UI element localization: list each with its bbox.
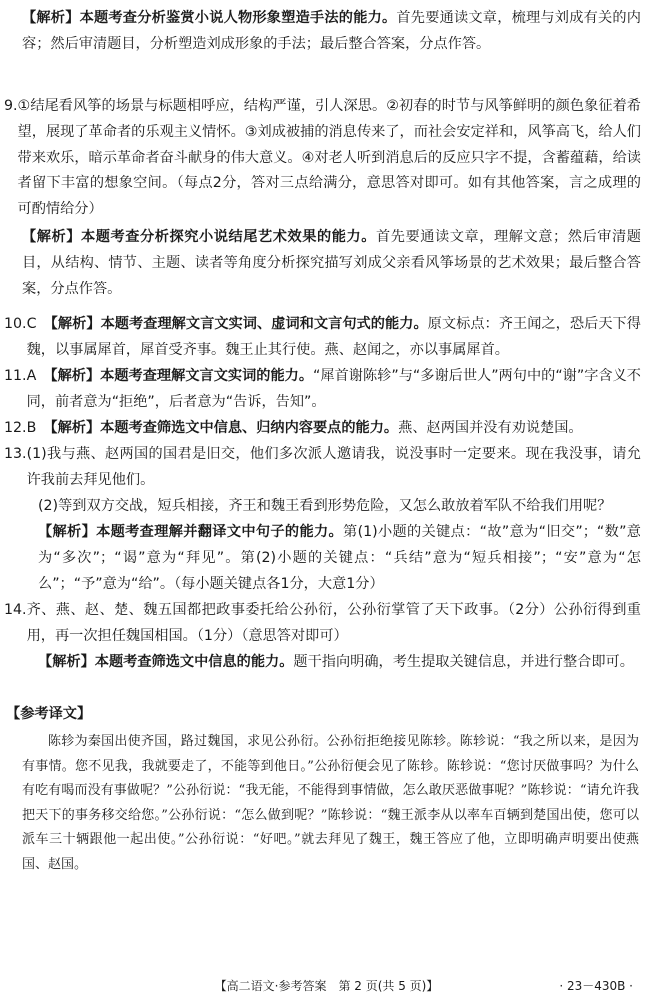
answer-text: C 【解析】本题考查理解文言文实词、虚词和文言句式的能力。原文标点：齐王闻之，恐后天下得魏，以事属犀首，犀首受齐事。魏王止其行使。燕、赵闻之，亦以事属犀首。 xyxy=(26,316,641,358)
q14-answer xyxy=(4,598,641,650)
analysis-text: 首先要通读文章，理解文意；然后审清题目，从结构、情节、主题、读者等角度分析探究描写刘成父亲看风筝场景的艺术效果；最后整合答案，分点作答。 xyxy=(22,229,641,297)
q8-analysis xyxy=(22,6,641,58)
q9-answer xyxy=(4,94,641,223)
translation-heading: 【参考译文】 xyxy=(6,706,92,722)
question-number: 14. xyxy=(4,602,27,618)
q10-answer xyxy=(4,312,641,364)
analysis-lead: 本题考查分析探究小说结尾艺术效果的能力。 xyxy=(81,229,377,245)
footer-code: · 23－430B · xyxy=(559,979,633,993)
question-number: 13. xyxy=(4,446,27,462)
analysis-lead: 本题考查理解并翻译文中句子的能力。 xyxy=(96,524,344,540)
q9-analysis xyxy=(22,225,641,302)
question-number: 9. xyxy=(4,98,18,114)
answer-choice: C xyxy=(26,316,37,332)
q13-answer xyxy=(4,442,641,494)
answer-text: (2)等到双方交战，短兵相接，齐王和魏王看到形势危险，又怎么敢放着军队不给我们用呢？ xyxy=(38,498,612,514)
q14-analysis xyxy=(38,650,641,676)
answer-text: ①结尾看风筝的场景与标题相呼应，结构严谨，引人深思。②初春的时节与风筝鲜明的颜色象征着希望，展现了革命者的乐观主义情怀。③刘成被捕的消息传来了，而社会安定祥和，风筝高飞，给人们带来欢乐，暗示革命者奋斗献身的伟大意义。④对老人听到消息后的反应只字不提，含蓄蕴藉，给读者留下丰富的想象空间。（每点2分，答对三点给满分，意思答对即可。如有其他答案，言之成理的可酌情给分） xyxy=(17,98,641,218)
answer-choice: B xyxy=(26,420,37,436)
page-footer xyxy=(0,974,653,998)
question-number: 10. xyxy=(4,316,27,332)
analysis-tag: 【解析】 xyxy=(38,654,95,670)
analysis-text: 首先要通读文章，梳理与刘成有关的内容；然后审清题目，分析塑造刘成形象的手法；最后整合答案，分点作答。 xyxy=(22,10,641,52)
translation-body: 陈轸为秦国出使齐国，路过魏国，求见公孙衍。公孙衍拒绝接见陈轸。陈轸说：“我之所以来，是因为有事情。您不见我，我就要走了，不能等到他日。”公孙衍便会见了陈轸。陈轸说：“您讨厌做事吗？为什么有吃有喝而没有事做呢？”公孙衍说：“我无能，不能得到事情做，怎么敢厌恶做事呢？”陈轸说：“请允许我把天下的事务移交给您。”公孙衍说：“怎么做到呢？”陈轸说：“魏王派李从以率车百辆到楚国出使，您可以派车三十辆跟他一起出使。”公孙衍说：“好吧。”就去拜见了魏王，魏王答应了他，立即明确声明要出使燕国、赵国。 xyxy=(22,734,639,872)
question-number: 11. xyxy=(4,368,27,384)
answer-text: A 【解析】本题考查理解文言文实词的能力。“犀首谢陈轸”与“多谢后世人”两句中的“谢”字含义不同，前者意为“拒绝”，后者意为“告诉，告知”。 xyxy=(26,368,641,410)
answer-text: (1)我与燕、赵两国的国君是旧交，他们多次派人邀请我，说没事时一定要来。现在我没事，请允许我前去拜见他们。 xyxy=(26,446,641,488)
answer-text: B 【解析】本题考查筛选文中信息、归纳内容要点的能力。燕、赵两国并没有劝说楚国。 xyxy=(26,420,583,436)
q13-analysis xyxy=(38,520,641,597)
analysis-tag: 【解析】 xyxy=(22,10,80,26)
analysis-text: 第(1)小题的关键点：“故”意为“旧交”；“数”意为“多次”；“谒”意为“拜见”。第(2)小题的关键点：“兵结”意为“短兵相接”；“安”意为“怎么”；“予”意为“给”。（每小题关键点各1分，大意1分） xyxy=(38,524,641,592)
analysis-tag: 【解析】 xyxy=(38,524,97,540)
analysis-lead: 本题考查筛选文中信息的能力。 xyxy=(94,654,294,670)
analysis-tag: 【解析】 xyxy=(22,229,82,245)
analysis-lead: 本题考查分析鉴赏小说人物形象塑造手法的能力。 xyxy=(79,10,397,26)
answer-text: 齐、燕、赵、楚、魏五国都把政事委托给公孙衍，公孙衍掌管了天下政事。（2分）公孙衍得到重用，再一次担任魏国相国。（1分）（意思答对即可） xyxy=(26,602,641,644)
analysis-text: 题干指向明确，考生提取关键信息，并进行整合即可。 xyxy=(293,654,634,670)
question-number: 12. xyxy=(4,420,27,436)
q12-answer xyxy=(4,416,641,442)
q13-answer-part2 xyxy=(38,494,641,520)
footer-title: 【高二语文·参考答案 第 2 页(共 5 页)】 xyxy=(214,979,439,993)
q11-answer xyxy=(4,364,641,416)
answer-choice: A xyxy=(26,368,37,384)
